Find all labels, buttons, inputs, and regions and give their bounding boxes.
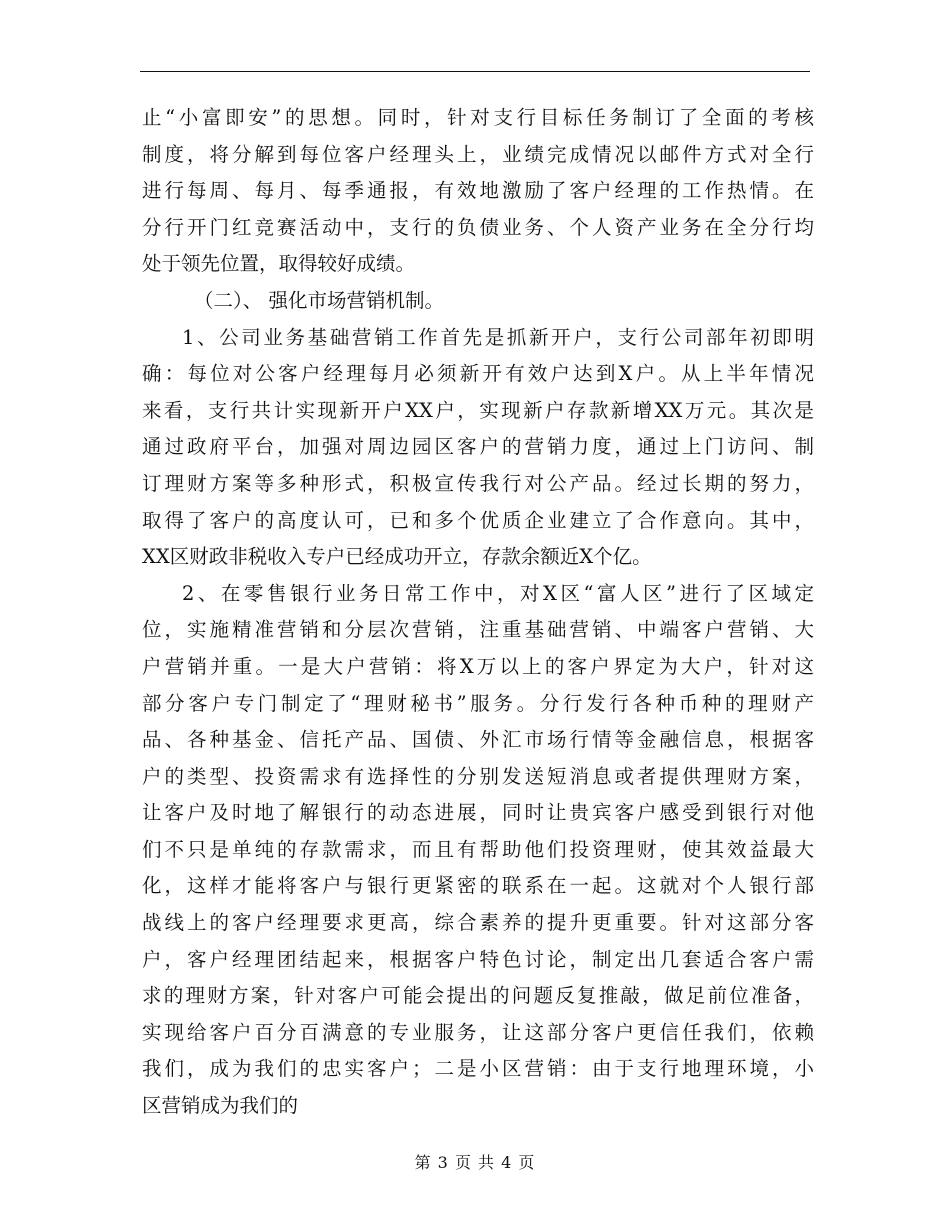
text-line: 实现给客户百分百满意的专业服务，让这部分客户更信任我们，依赖 [142, 1020, 814, 1044]
text-line: 订理财方案等多种形式，积极宣传我行对公产品。经过长期的努力， [142, 471, 814, 495]
text-line: 位，实施精准营销和分层次营销，注重基础营销、中端客户营销、大 [142, 618, 814, 642]
text-line: 制度，将分解到每位客户经理头上，业绩完成情况以邮件方式对全行 [142, 142, 814, 166]
page-footer: 第 3 页 共 4 页 [414, 1153, 536, 1172]
text-line: 户营销并重。一是大户营销：将X万以上的客户界定为大户，针对这 [142, 654, 814, 678]
text-line: 户，客户经理团结起来，根据客户特色讨论，制定出几套适合客户需 [142, 947, 814, 971]
text-line: 处于领先位置，取得较好成绩。 [142, 252, 416, 276]
header-rule [140, 71, 810, 72]
text-line: 求的理财方案，针对客户可能会提出的问题反复推敲，做足前位准备， [142, 984, 814, 1008]
text-line: 们不只是单纯的存款需求，而且有帮助他们投资理财，使其效益最大 [142, 837, 814, 861]
text-line: 品、各种基金、信托产品、国债、外汇市场行情等金融信息，根据客 [142, 728, 814, 752]
text-line: 分行开门红竞赛活动中，支行的负债业务、个人资产业务在全分行均 [142, 215, 814, 239]
section-heading: （二）、 强化市场营销机制。 [194, 288, 444, 312]
text-line: 让客户及时地了解银行的动态进展，同时让贵宾客户感受到银行对他 [142, 801, 814, 825]
text-line: XX区财政非税收入专户已经成功开立，存款余额近X个亿。 [142, 545, 652, 569]
text-line: 我们，成为我们的忠实客户；二是小区营销：由于支行地理环境，小 [142, 1057, 814, 1081]
text-line: 户的类型、投资需求有选择性的分别发送短消息或者提供理财方案， [142, 764, 814, 788]
text-line: 通过政府平台，加强对周边园区客户的营销力度，通过上门访问、制 [142, 435, 814, 459]
document-body [142, 100, 814, 1125]
text-line: 化，这样才能将客户与银行更紧密的联系在一起。这就对个人银行部 [142, 874, 814, 898]
text-line: 取得了客户的高度认可，已和多个优质企业建立了合作意向。其中， [142, 508, 814, 532]
text-line: 部分客户专门制定了“理财秘书”服务。分行发行各种币种的理财产 [142, 691, 814, 715]
text-line: 止“小富即安”的思想。同时，针对支行目标任务制订了全面的考核 [142, 106, 814, 129]
text-line: 战线上的客户经理要求更高，综合素养的提升更重要。针对这部分客 [142, 911, 814, 935]
text-line: 进行每周、每月、每季通报，有效地激励了客户经理的工作热情。在 [142, 179, 814, 203]
paragraph-start: 1、公司业务基础营销工作首先是抓新开户，支行公司部年初即明 [182, 325, 814, 349]
paragraph-start: 2、在零售银行业务日常工作中，对X区“富人区”进行了区域定 [182, 581, 814, 605]
text-line: 来看，支行共计实现新开户XX户，实现新户存款新增XX万元。其次是 [142, 398, 814, 422]
text-line: 确：每位对公客户经理每月必须新开有效户达到X户。从上半年情况 [142, 362, 814, 386]
text-line: 区营销成为我们的 [142, 1094, 299, 1118]
